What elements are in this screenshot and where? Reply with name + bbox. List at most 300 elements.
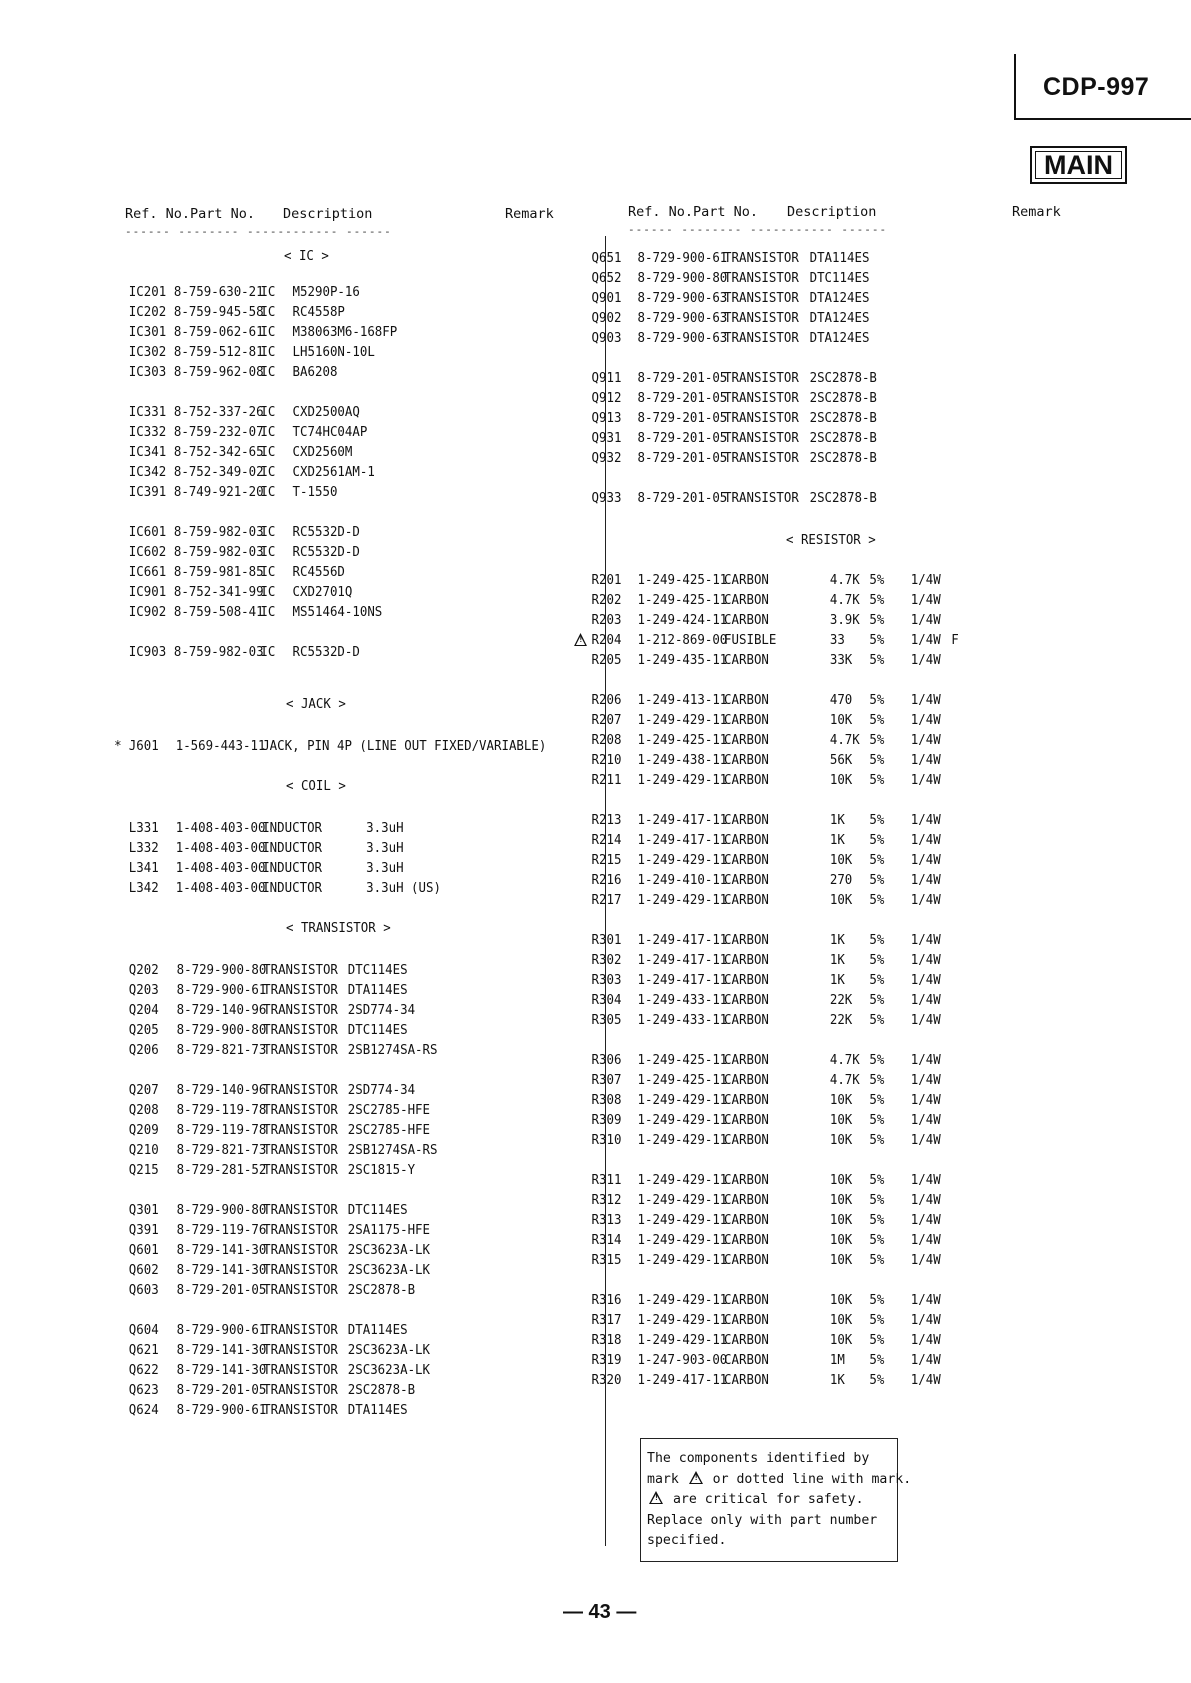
part-no: 1-249-424-11 [637,612,728,628]
ref-no: R205 [591,652,622,668]
type-no: 2SC3623A-LK [347,1342,431,1358]
description: CARBON [724,1112,769,1128]
type-no: 2SC2878-B [809,430,877,446]
right-header-rule: ------ -------- ----------- ------ [628,223,888,236]
part-no: 1-249-429-11 [637,712,728,728]
ref-no: Q604 [128,1322,159,1338]
part-no: 1-249-433-11 [637,992,728,1008]
description: CARBON [724,1232,769,1248]
description: CARBON [724,832,769,848]
description: TRANSISTOR [263,982,338,998]
part-no: 8-759-062-61 [173,324,264,340]
description: JACK, PIN 4P (LINE OUT FIXED/VARIABLE) [262,738,547,754]
part-no: 1-408-403-00 [175,880,266,896]
description: TRANSISTOR [263,1402,338,1418]
ref-no: R301 [591,932,622,948]
tolerance: 5% [869,852,885,868]
tolerance: 5% [869,772,885,788]
ref-no: R320 [591,1372,622,1388]
wattage: 1/4W [910,572,941,588]
ref-no: R317 [591,1312,622,1328]
description: TRANSISTOR [263,1162,338,1178]
wattage: 1/4W [910,872,941,888]
ref-no: Q210 [128,1142,159,1158]
part-no: 8-759-508-41 [173,604,264,620]
part-no: 8-729-900-80 [176,1202,267,1218]
wattage: 1/4W [910,652,941,668]
ref-no: Q902 [591,310,622,326]
ref-no: IC601 [128,524,167,540]
wattage: 1/4W [910,832,941,848]
type-no: CXD2500AQ [292,404,360,420]
tolerance: 5% [869,932,885,948]
part-no: 1-249-425-11 [637,732,728,748]
part-no: 8-759-512-81 [173,344,264,360]
tolerance: 5% [869,1292,885,1308]
type-no: 2SC2878-B [809,390,877,406]
type-no: DTA114ES [347,1322,408,1338]
resistance: 56K [829,752,853,768]
description: IC [260,304,276,320]
part-no: 8-729-201-05 [637,390,728,406]
tolerance: 5% [869,1232,885,1248]
description: CARBON [724,872,769,888]
part-no: 8-729-201-05 [637,450,728,466]
type-no: 2SC2878-B [347,1282,416,1298]
ref-no: R204 [591,632,622,648]
ref-no: Q602 [128,1262,159,1278]
description: CARBON [724,812,769,828]
type-no: 2SC3623A-LK [347,1362,431,1378]
ref-no: R306 [591,1052,622,1068]
description: CARBON [724,1092,769,1108]
description: IC [260,484,276,500]
description: INDUCTOR [262,820,323,836]
description: TRANSISTOR [724,390,799,406]
ref-no: R318 [591,1332,622,1348]
resistance: 1K [829,972,845,988]
part-no: 1-249-429-11 [637,1232,728,1248]
type-no: 2SC3623A-LK [347,1262,431,1278]
ref-no: R303 [591,972,622,988]
section-jack: < JACK > [286,696,346,712]
ref-no: Q206 [128,1042,159,1058]
part-no: 8-729-119-76 [176,1222,267,1238]
ref-no: R313 [591,1212,622,1228]
description: TRANSISTOR [263,1262,338,1278]
ref-no: Q207 [128,1082,159,1098]
wattage: 1/4W [910,772,941,788]
part-no: 8-729-900-61 [637,250,728,266]
part-no: 1-249-425-11 [637,1052,728,1068]
description: IC [260,284,276,300]
tolerance: 5% [869,992,885,1008]
type-no: 2SC2878-B [347,1382,416,1398]
ref-no: R307 [591,1072,622,1088]
part-no: 8-729-900-80 [176,962,267,978]
board-label-box [1030,146,1127,184]
wattage: 1/4W [910,892,941,908]
ref-no: IC602 [128,544,167,560]
resistance: 22K [829,1012,853,1028]
tolerance: 5% [869,1172,885,1188]
ref-no: R216 [591,872,622,888]
description: CARBON [724,712,769,728]
ref-no: R217 [591,892,622,908]
description: IC [260,344,276,360]
part-no: 1-249-429-11 [637,772,728,788]
ref-no: R316 [591,1292,622,1308]
description: CARBON [724,1372,769,1388]
note-line-4: Replace only with part number [647,1512,878,1528]
ref-no: Q912 [591,390,622,406]
left-header-remark: Remark [505,206,554,222]
part-no: 1-569-443-11 [175,738,266,754]
right-header-desc: Description [787,204,877,220]
wattage: 1/4W [910,1252,941,1268]
ref-no: R211 [591,772,622,788]
part-no: 8-729-141-30 [176,1262,267,1278]
type-no: CXD2701Q [292,584,353,600]
type-no: CXD2560M [292,444,353,460]
ref-no: IC342 [128,464,167,480]
tolerance: 5% [869,1112,885,1128]
tolerance: 5% [869,1332,885,1348]
type-no: LH5160N-10L [292,344,375,360]
part-no: 1-249-429-11 [637,1112,728,1128]
type-no: 2SC2785-HFE [347,1102,431,1118]
part-no: 8-752-342-65 [173,444,264,460]
resistance: 10K [829,1292,853,1308]
tolerance: 5% [869,1132,885,1148]
type-no: RC5532D-D [292,644,360,660]
description: IC [260,564,276,580]
ref-no: L342 [128,880,159,896]
wattage: 1/4W [910,1012,941,1028]
wattage: 1/4W [910,1192,941,1208]
ref-no: Q901 [591,290,622,306]
ref-no: Q601 [128,1242,159,1258]
resistance: 1K [829,832,845,848]
resistance: 1K [829,932,845,948]
ref-no: R213 [591,812,622,828]
description: TRANSISTOR [724,270,799,286]
description: INDUCTOR [262,880,323,896]
type-no: 2SC2878-B [809,490,877,506]
board-label: MAIN [1035,151,1122,179]
part-no: 1-247-903-00 [637,1352,728,1368]
part-no: 1-249-417-11 [637,812,728,828]
resistance: 10K [829,772,853,788]
description: TRANSISTOR [724,330,799,346]
wattage: 1/4W [910,972,941,988]
ref-no: R210 [591,752,622,768]
description: TRANSISTOR [263,1362,338,1378]
wattage: 1/4W [910,1292,941,1308]
resistance: 10K [829,1332,853,1348]
resistance: 10K [829,1252,853,1268]
ref-no: IC391 [128,484,167,500]
type-no: DTC114ES [347,1022,408,1038]
description: TRANSISTOR [724,310,799,326]
part-no: 8-752-337-26 [173,404,264,420]
description: TRANSISTOR [263,1002,338,1018]
tolerance: 5% [869,952,885,968]
ref-no: Q603 [128,1282,159,1298]
wattage: 1/4W [910,1232,941,1248]
resistance: 4.7K [829,1052,860,1068]
description: CARBON [724,1072,769,1088]
description: CARBON [724,972,769,988]
ref-no: R310 [591,1132,622,1148]
part-no: 1-249-429-11 [637,852,728,868]
ref-no: Q205 [128,1022,159,1038]
part-no: 8-729-281-52 [176,1162,267,1178]
wattage: 1/4W [910,632,941,648]
ref-no: Q391 [128,1222,159,1238]
description: CARBON [724,1212,769,1228]
description: CARBON [724,952,769,968]
value: 3.3uH [366,820,404,836]
ref-no: R314 [591,1232,622,1248]
wattage: 1/4W [910,692,941,708]
ref-no: R308 [591,1092,622,1108]
resistance: 4.7K [829,572,860,588]
warning-triangle-icon [689,1471,703,1484]
part-no: 1-249-429-11 [637,1132,728,1148]
part-no: 1-249-413-11 [637,692,728,708]
description: TRANSISTOR [263,1022,338,1038]
tolerance: 5% [869,872,885,888]
type-no: DTC114ES [347,1202,408,1218]
resistance: 10K [829,852,853,868]
description: CARBON [724,692,769,708]
description: IC [260,364,276,380]
ref-no: Q623 [128,1382,159,1398]
tolerance: 5% [869,1092,885,1108]
wattage: 1/4W [910,732,941,748]
description: CARBON [724,1332,769,1348]
note-line-5: specified. [647,1533,727,1548]
part-no: 8-729-201-05 [637,430,728,446]
part-no: 1-249-429-11 [637,1312,728,1328]
type-no: 2SC2878-B [809,370,877,386]
description: CARBON [724,1192,769,1208]
description: CARBON [724,992,769,1008]
description: IC [260,444,276,460]
description: CARBON [724,1292,769,1308]
part-no: 1-249-429-11 [637,1172,728,1188]
resistance: 10K [829,1132,853,1148]
part-no: 1-249-417-11 [637,952,728,968]
wattage: 1/4W [910,1372,941,1388]
resistance: 10K [829,712,853,728]
type-no: RC5532D-D [292,544,360,560]
type-no: DTC114ES [809,270,870,286]
tolerance: 5% [869,972,885,988]
description: IC [260,584,276,600]
tolerance: 5% [869,812,885,828]
description: TRANSISTOR [263,1322,338,1338]
type-no: 2SD774-34 [347,1082,416,1098]
wattage: 1/4W [910,1052,941,1068]
part-no: 1-249-429-11 [637,1212,728,1228]
value: 3.3uH [366,860,404,876]
section-resistor: < RESISTOR > [786,532,876,548]
section-transistor-left: < TRANSISTOR > [286,920,391,936]
wattage: 1/4W [910,992,941,1008]
description: CARBON [724,1252,769,1268]
ref-no: IC201 [128,284,167,300]
warning-triangle-icon [649,1491,663,1504]
part-no: 1-249-429-11 [637,1252,728,1268]
resistance: 10K [829,892,853,908]
type-no: 2SC1815-Y [347,1162,416,1178]
ref-no: IC332 [128,424,167,440]
part-no: 8-729-201-05 [637,490,728,506]
tolerance: 5% [869,1212,885,1228]
part-no: 1-249-425-11 [637,572,728,588]
ref-no: Q215 [128,1162,159,1178]
description: CARBON [724,732,769,748]
part-no: 8-759-981-85 [173,564,264,580]
description: IC [260,464,276,480]
description: CARBON [724,1012,769,1028]
ref-no: Q932 [591,450,622,466]
ref-no: IC341 [128,444,167,460]
ref-no: IC903 [128,644,167,660]
part-no: 8-729-900-61 [176,1322,267,1338]
part-no: 1-249-433-11 [637,1012,728,1028]
type-no: T-1550 [292,484,338,500]
tolerance: 5% [869,1072,885,1088]
ref-no: R304 [591,992,622,1008]
ref-no: Q903 [591,330,622,346]
ref-no: Q651 [591,250,622,266]
ref-no: R309 [591,1112,622,1128]
description: CARBON [724,772,769,788]
part-no: 8-759-945-58 [173,304,264,320]
description: IC [260,404,276,420]
value: 3.3uH [366,840,404,856]
wattage: 1/4W [910,592,941,608]
part-no: 1-249-429-11 [637,1292,728,1308]
wattage: 1/4W [910,1112,941,1128]
description: CARBON [724,892,769,908]
description: IC [260,324,276,340]
warning-triangle-icon [574,633,587,646]
part-no: 8-752-349-02 [173,464,264,480]
part-no: 1-249-417-11 [637,932,728,948]
part-no: 1-249-429-11 [637,1332,728,1348]
remark: F [951,632,959,648]
wattage: 1/4W [910,712,941,728]
description: INDUCTOR [262,860,323,876]
tolerance: 5% [869,1352,885,1368]
right-header-part: Part No. [693,204,759,220]
resistance: 4.7K [829,592,860,608]
description: CARBON [724,1052,769,1068]
wattage: 1/4W [910,1332,941,1348]
description: CARBON [724,592,769,608]
description: CARBON [724,1352,769,1368]
part-no: 8-729-201-05 [637,410,728,426]
tolerance: 5% [869,692,885,708]
ref-no: IC331 [128,404,167,420]
part-no: 1-249-438-11 [637,752,728,768]
description: IC [260,544,276,560]
resistance: 33K [829,652,853,668]
wattage: 1/4W [910,852,941,868]
description: IC [260,524,276,540]
ref-no: R202 [591,592,622,608]
resistance: 33 [829,632,845,648]
tolerance: 5% [869,752,885,768]
tolerance: 5% [869,712,885,728]
tolerance: 5% [869,1252,885,1268]
safety-note [640,1438,912,1562]
tolerance: 5% [869,592,885,608]
ref-no: IC202 [128,304,167,320]
wattage: 1/4W [910,1172,941,1188]
type-no: DTA114ES [347,1402,408,1418]
resistance: 10K [829,1212,853,1228]
description: CARBON [724,1132,769,1148]
description: TRANSISTOR [724,290,799,306]
ref-no: Q621 [128,1342,159,1358]
part-no: 8-729-900-63 [637,290,728,306]
tolerance: 5% [869,732,885,748]
ref-no: Q208 [128,1102,159,1118]
part-no: 8-729-900-61 [176,982,267,998]
type-no: RC4556D [292,564,345,580]
ref-no: L332 [128,840,159,856]
part-no: 1-249-417-11 [637,832,728,848]
part-no: 1-408-403-00 [175,840,266,856]
part-no: 8-759-630-21 [173,284,264,300]
part-no: 8-749-921-20 [173,484,264,500]
part-no: 1-249-425-11 [637,1072,728,1088]
part-no: 8-729-900-61 [176,1402,267,1418]
tolerance: 5% [869,572,885,588]
ref-no: Q933 [591,490,622,506]
type-no: TC74HC04AP [292,424,368,440]
resistance: 10K [829,1312,853,1328]
type-no: 2SB1274SA-RS [347,1142,438,1158]
description: TRANSISTOR [263,1342,338,1358]
resistance: 10K [829,1232,853,1248]
description: CARBON [724,932,769,948]
wattage: 1/4W [910,1312,941,1328]
resistance: 4.7K [829,732,860,748]
resistance: 22K [829,992,853,1008]
part-no: 8-759-982-03 [173,644,264,660]
part-no: 8-752-341-99 [173,584,264,600]
type-no: DTA114ES [347,982,408,998]
type-no: DTA114ES [809,250,870,266]
type-no: DTA124ES [809,330,870,346]
mark: * [114,738,122,754]
description: TRANSISTOR [263,1382,338,1398]
part-no: 8-759-982-03 [173,524,264,540]
description: TRANSISTOR [724,370,799,386]
type-no: 2SA1175-HFE [347,1222,431,1238]
ref-no: R208 [591,732,622,748]
wattage: 1/4W [910,1092,941,1108]
ref-no: Q209 [128,1122,159,1138]
description: IC [260,424,276,440]
part-no: 1-249-417-11 [637,972,728,988]
